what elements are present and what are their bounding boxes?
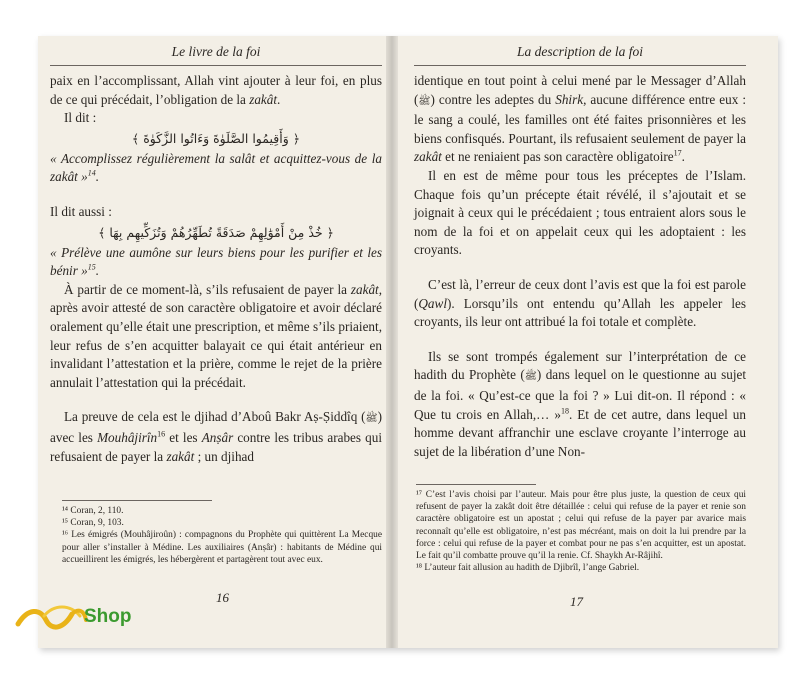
- left-page: [50, 44, 382, 466]
- left-page-number: 16: [216, 590, 229, 605]
- right-page-number: 17: [570, 594, 583, 609]
- footnote-ref-16: 16: [157, 429, 166, 439]
- footnote-17: ¹⁷ C’est l’avis choisi par l’auteur. Mais pour être plus juste, la question de ceux qui refusent de payer la zakât doit être détaillée : celui qui refuse de la payer et renie son caractère obligatoire est un apostat ; celui qui refuse de la payer par avarice mais reconnaît qu’elle est obligatoire, n’est pas mécréant, mais on doit la lui prendre par la force : celui qui refuse de la payer et combat pour ne pas s’en acquitter, est un apostat. Le fait qu’il combatte prouve qu’il la renie. Cf. Shaykh Ar-Râjihî.: [416, 490, 746, 562]
- left-running-head: Le livre de la foi: [50, 44, 382, 66]
- footnote-ref-14: 14: [87, 168, 96, 178]
- arabic-verse-1: ﴿ وَأَقِيمُوا الصَّلَوٰةَ وَءَاتُوا الزَّكَوٰةَ ﴾: [131, 130, 301, 146]
- right-footnote-rule: [416, 484, 536, 485]
- right-paragraph-4: Ils se sont trompés également sur l’interprétation de ce hadith du Prophète (ﷺ) dans lequel on le questionne au sujet de la foi. « Qu’est-ce que la foi ? » Lui dit-on. Il répond : « Que tu crois en Allah,… »$^{18}$. Et de cet autre, dans lequel un homme devant affranchir une esclave croyante l’interroge au sujet de la libération d’une Non-: [414, 348, 747, 459]
- left-paragraph-1: paix en l’accomplissant, Allah vint ajouter à leur foi, en plus de ce qui précédait, l’obligation de la zakât.: [50, 73, 382, 107]
- right-paragraph-3: C’est là, l’erreur de ceux dont l’avis est que la foi est parole (Qawl). Lorsqu’ils ont entendu qu’Allah les appeler les croyants, ils leur ont attribué la foi totale et complète.: [414, 276, 746, 330]
- quote-1: « Accomplissez régulièrement la salât et acquittez-vous de la zakât »$^{14}$.: [50, 150, 382, 185]
- honorific-icon: ﷺ: [365, 413, 378, 425]
- left-footnotes: [62, 505, 382, 566]
- honorific-icon: ﷺ: [524, 371, 537, 383]
- footnote-15: ¹⁵ Coran, 9, 103.: [62, 518, 124, 529]
- left-footnote-rule: [62, 500, 212, 501]
- right-body: [414, 72, 746, 461]
- right-running-head: La description de la foi: [414, 44, 746, 66]
- quote-2: « Prélève une aumône sur leurs biens pour les purifier et les bénir »$^{15}$.: [50, 244, 382, 279]
- footnote-16: ¹⁶ Les émigrés (Mouhâjiroûn) : compagnons du Prophète qui quittèrent La Mecque pour aller s’installer à Médine. Les auxiliaires (Anṣâr) : habitants de Médine qui accueillirent les émigrés, les hébergèrent et partagèrent tout avec eux.: [62, 530, 382, 565]
- left-il-dit: Il dit :: [64, 110, 97, 126]
- arabic-verse-2: ﴿ خُذْ مِنْ أَمْوَٰلِهِمْ صَدَقَةً تُطَهِّرُهُمْ وَتُزَكِّيهِم بِهَا ﴾: [98, 224, 334, 240]
- left-footnotes-block: [62, 500, 382, 566]
- right-page: [414, 44, 746, 461]
- book-gutter: [386, 36, 398, 648]
- footnote-ref-17: 17: [673, 148, 682, 158]
- left-il-dit-aussi: Il dit aussi :: [50, 203, 112, 219]
- logo-shop-text: Shop: [84, 606, 132, 627]
- left-body: [50, 72, 382, 466]
- left-paragraph-3: La preuve de cela est le djihad d’Aboû Bakr Aṣ-Ṣiddîq (ﷺ) avec les Mouhâjirîn$^{16}$ et les Anṣâr contre les tribus arabes qui refusaient de payer la zakât ; un djihad: [50, 409, 382, 464]
- right-paragraph-1: identique en tout point à celui mené par le Messager d’Allah (ﷺ) contre les adeptes du Shirk, aucune différence entre eux : le sang a coulé, les familles ont été faites prisonnières et les biens confisqués. Pourtant, ils refusaient seulement de payer la zakât et ne reniaient pas son caractère obligatoire$^{17}$.: [414, 73, 746, 165]
- right-footnotes: [416, 489, 746, 574]
- footnote-ref-15: 15: [87, 262, 96, 272]
- footnote-14: ¹⁴ Coran, 2, 110.: [62, 506, 124, 516]
- footnote-ref-18: 18: [560, 406, 569, 416]
- right-footnotes-block: [416, 484, 746, 574]
- left-paragraph-2: À partir de ce moment-là, s’ils refusaient de payer la zakât, après avoir attesté de son caractère obligatoire et avoir déclaré oralement qu’elle était une prescription, et même s’ils priaient, leur refus de s’en acquitter balayait ce qui était antérieur en invalidant l’attestation et la prière, comme le rejet de la prière annulait l’attestation qui la précédait.: [50, 281, 382, 390]
- honorific-icon: ﷺ: [418, 95, 431, 107]
- right-paragraph-2: Il en est de même pour tous les préceptes de l’Islam. Chaque fois qu’un précepte était révélé, il s’ajoutait et se joignait à ceux qui le précédaient ; tous entraient alors sous le nom de la foi et on appelait ceux qui les adoptaient : les croyants.: [414, 167, 746, 258]
- footnote-18: ¹⁸ L’auteur fait allusion au hadith de Djibrîl, l’ange Gabriel.: [416, 563, 640, 574]
